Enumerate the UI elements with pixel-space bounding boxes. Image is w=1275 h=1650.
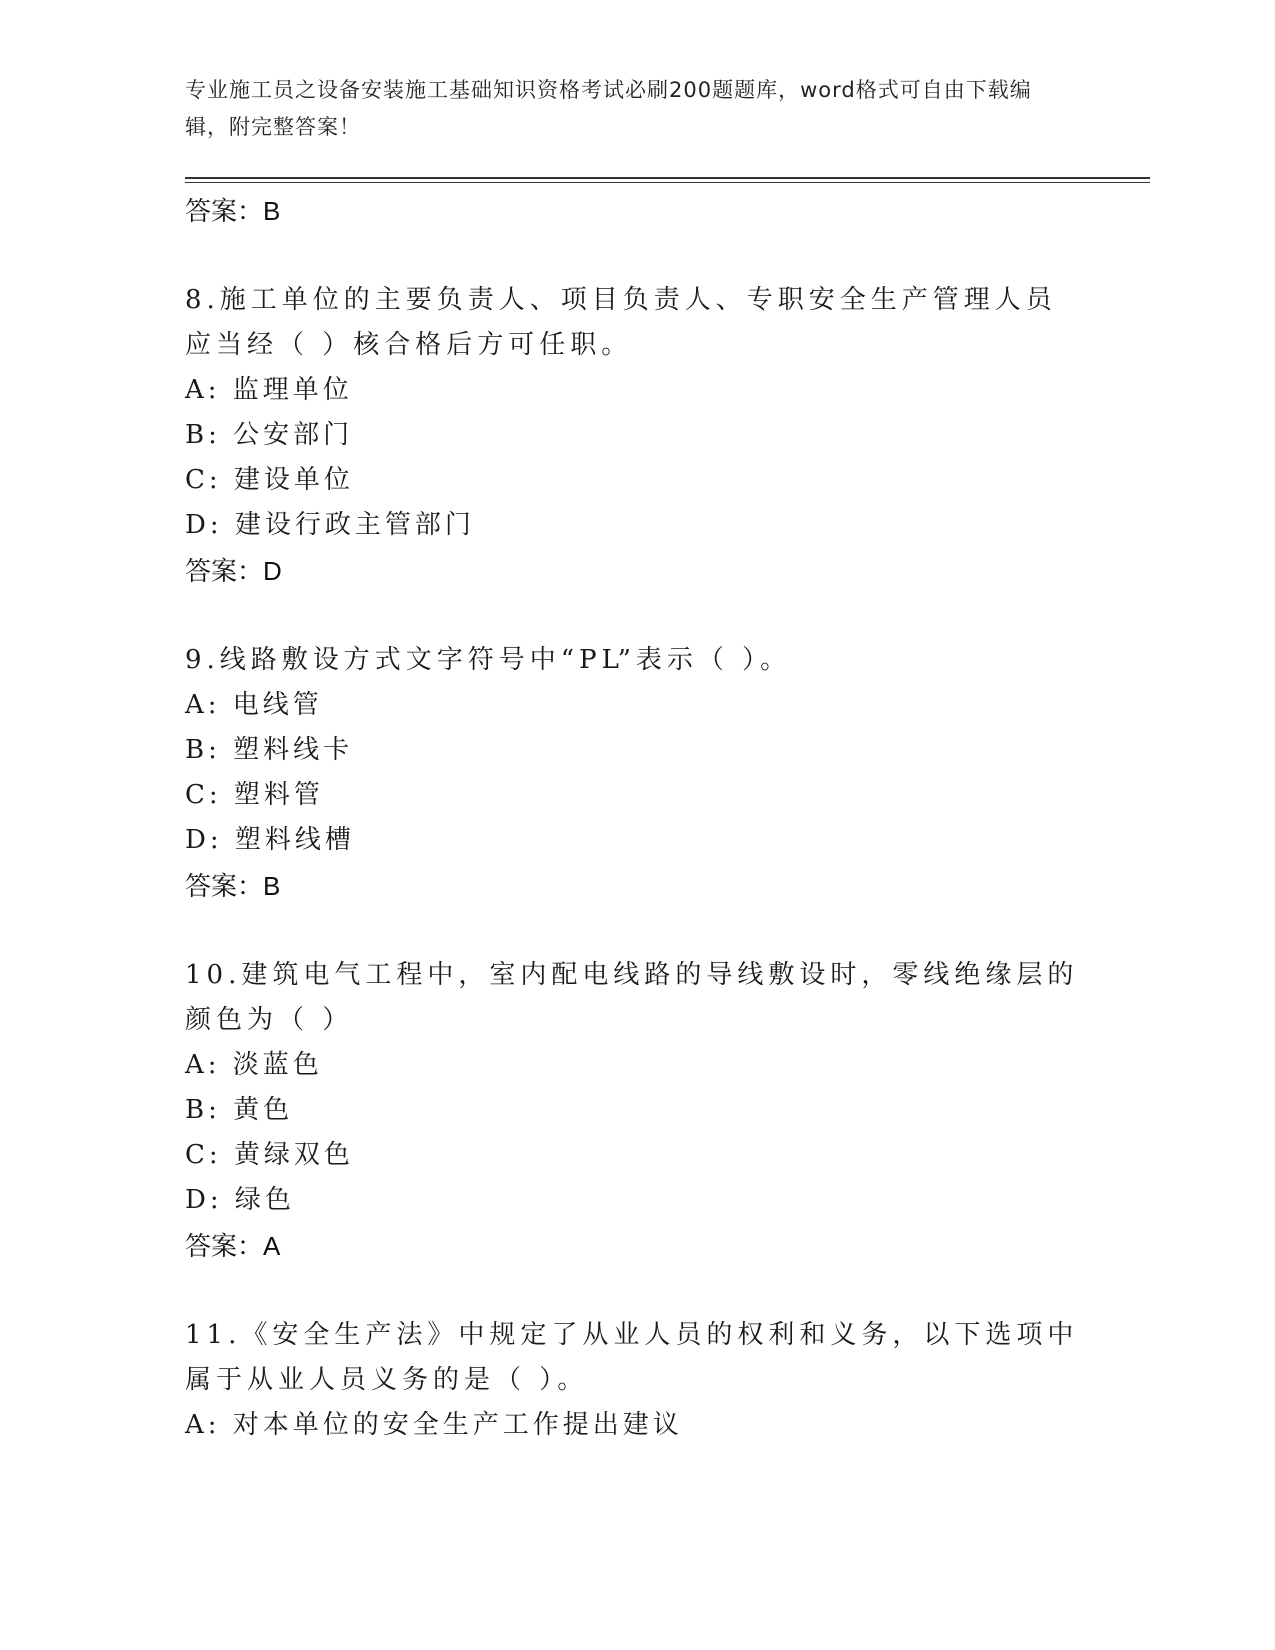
option-c: C: 塑料管 <box>185 780 324 810</box>
question-text: 11.《安全生产法》中规定了从业人员的权利和义务，以下选项中属于从业人员义务的是（ ）。 <box>185 1320 1079 1395</box>
option-a: A: 电线管 <box>185 690 323 720</box>
option-a: A: 淡蓝色 <box>185 1050 323 1080</box>
header-divider-thick <box>185 177 1150 179</box>
option-d: D: 建设行政主管部门 <box>185 510 475 540</box>
option-d: D: 绿色 <box>185 1185 295 1215</box>
question-8 <box>185 278 1085 594</box>
question-text: 10.建筑电气工程中，室内配电线路的导线敷设时，零线绝缘层的颜色为（ ） <box>185 960 1079 1035</box>
question-text: 9.线路敷设方式文字符号中“PL”表示（ ）。 <box>185 645 792 675</box>
question-9 <box>185 638 1085 909</box>
option-b: B: 黄色 <box>185 1095 294 1125</box>
option-b: B: 公安部门 <box>185 420 354 450</box>
page-header: 专业施工员之设备安装施工基础知识资格考试必刷200题题库，word格式可自由下载编辑，附完整答案！ <box>185 78 1032 139</box>
option-a: A: 对本单位的安全生产工作提出建议 <box>185 1410 683 1440</box>
question-11 <box>185 1313 1085 1448</box>
answer-line: 答案：D <box>185 556 282 586</box>
option-c: C: 建设单位 <box>185 465 354 495</box>
option-d: D: 塑料线槽 <box>185 825 355 855</box>
answer-line: 答案：B <box>185 196 281 226</box>
answer-line: 答案：A <box>185 1231 281 1261</box>
option-c: C: 黄绿双色 <box>185 1140 354 1170</box>
question-10 <box>185 953 1085 1269</box>
answer-line: 答案：B <box>185 871 281 901</box>
option-b: B: 塑料线卡 <box>185 735 354 765</box>
option-a: A: 监理单位 <box>185 375 353 405</box>
header-divider-thin <box>185 182 1150 183</box>
question-text: 8.施工单位的主要负责人、项目负责人、专职安全生产管理人员应当经（ ）核合格后方可任职。 <box>185 285 1057 360</box>
question-list <box>185 188 1085 1448</box>
